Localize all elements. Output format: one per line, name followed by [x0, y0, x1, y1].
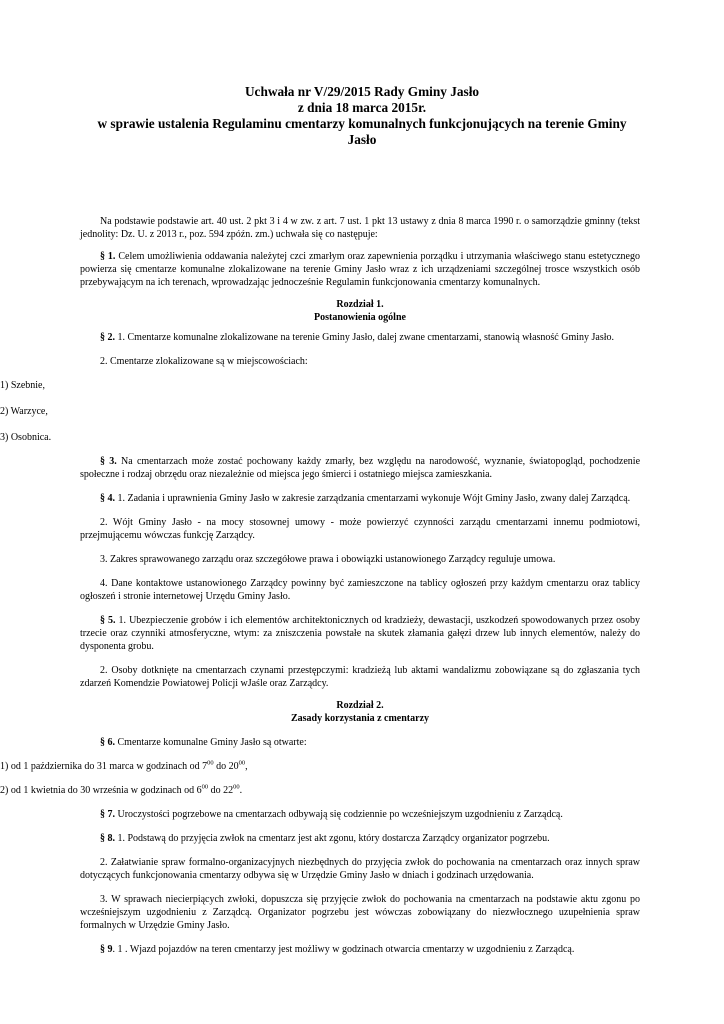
hours-text: , [245, 761, 248, 772]
hours-minutes: 00 [238, 759, 246, 767]
paragraph-s1 [80, 250, 640, 289]
paragraph-text: Na cmentarzach może zostać pochowany każdy zmarły, bez względu na narodowość, wyznanie, światopogląd, pochodzenie społeczne i rodzaj obrzędu oraz niezależnie od miejsca jego śmierci i ostatniego miejsca zamieszkania. [80, 456, 641, 480]
hours-minutes: 00 [233, 783, 240, 791]
paragraph-text: 1. Podstawą do przyjęcia zwłok na cmentarz jest akt zgonu, który dostarcza Zarządcy organizator pogrzebu. [115, 833, 550, 844]
hours-text: do 20 [213, 761, 239, 772]
paragraph-s9 [80, 943, 640, 956]
paragraph-text: Uroczystości pogrzebowe na cmentarzach odbywają się codziennie po wcześniejszym uzgodnieniu z Zarządcą. [115, 809, 563, 820]
list-item-place: 1) Szebnie, [0, 380, 45, 391]
title-line-2: z dnia 18 marca 2015r. [297, 100, 427, 115]
section-mark: § 3. [100, 456, 117, 467]
section-mark: § 9 [100, 944, 113, 955]
paragraph-s6 [80, 736, 640, 749]
title-line-4: Jasło [347, 132, 377, 147]
paragraph-s8-2: 2. Załatwianie spraw formalno-organizacyjnych niezbędnych do przyjęcia zwłok do pochowania na cmentarzach oraz innych spraw dotyczących funkcjonowania cmentarzy odbywa się w Urzędzie Gminy Jasło w dniach i godzinach urzędowania. [80, 857, 640, 881]
hours-minutes: 00 [201, 783, 209, 791]
hours-text: 2) od 1 kwietnia do 30 września w godzinach od 6 [0, 785, 202, 796]
section-mark: § 6. [100, 737, 115, 748]
paragraph-s8-3: 3. W sprawach niecierpiących zwłoki, dopuszcza się przyjęcie zwłok do pochowania na cmentarzach na podstawie aktu zgonu po wcześniejszym uzgodnieniu z Zarządcą. Organizator pogrzebu jest wówczas zobowiązany do niezwłocznego uzupełnienia spraw formalnych w Urzędzie Gminy Jasło. [80, 894, 640, 931]
section-mark: § 4. [100, 493, 115, 504]
chapter-2-heading [80, 699, 640, 725]
list-item-place: 3) Osobnica. [0, 432, 52, 443]
paragraph-text: Celem umożliwienia oddawania należytej czci zmarłym oraz zapewnienia porządku i utrzymania właściwego stanu estetycznego powierza się cmentarze komunalne zlokalizowane na terenie Gminy Jasło wraz z ich urządzeniami szczególnej trosce wszystkich osób przebywającym na ich terenach, wprowadzając jednocześnie Regulamin funkcjonowania cmentarzy komunalnych. [80, 251, 640, 288]
section-mark: § 2. [100, 332, 115, 343]
paragraph-text: Cmentarze komunalne Gminy Jasło są otwarte: [115, 737, 307, 748]
section-mark: § 5. [100, 615, 116, 626]
paragraph-s4 [80, 492, 640, 505]
document-body [0, 215, 641, 956]
list-item-opening-hours [0, 760, 560, 773]
section-mark: § 8. [100, 833, 115, 844]
hours-minutes: 00 [207, 759, 214, 767]
paragraph-s2-2: 2. Cmentarze zlokalizowane są w miejscowościach: [100, 356, 308, 367]
chapter-number: Rozdział 1. [336, 299, 384, 310]
paragraph-s4-4: 4. Dane kontaktowe ustanowionego Zarządcy powinny być zamieszczone na tablicy ogłoszeń przy każdym cmentarzu oraz tablicy ogłoszeń i stronie internetowej Urzędu Gminy Jasło. [80, 578, 640, 602]
paragraph-s2 [80, 331, 640, 344]
paragraph-s5-2: 2. Osoby dotknięte na cmentarzach czynami przestępczymi: kradzieżą lub aktami wandalizmu zobowiązane są do zgłaszania tych zdarzeń Komendzie Powiatowej Policji wJaśle oraz Zarządcy. [80, 665, 640, 689]
section-mark: § 7. [100, 809, 115, 820]
list-item-place: 2) Warzyce, [0, 406, 48, 417]
title-line-3: w sprawie ustalenia Regulaminu cmentarzy komunalnych funkcjonujących na terenie Gminy [97, 116, 627, 131]
paragraph-s4-2: 2. Wójt Gminy Jasło - na mocy stosownej umowy - może powierzyć czynności zarządu cmentarzami innemu podmiotowi, przejmującemu wówczas funkcję Zarządcy. [80, 517, 640, 541]
list-item-opening-hours [0, 784, 560, 797]
paragraph-s5 [80, 614, 640, 653]
chapter-number: Rozdział 2. [336, 700, 384, 711]
hours-text: do 22 [208, 785, 234, 796]
paragraph-text: . 1 . Wjazd pojazdów na teren cmentarzy jest możliwy w godzinach otwarcia cmentarzy w uzgodnieniu z Zarządcą. [112, 944, 575, 955]
paragraph-s8 [80, 832, 640, 845]
chapter-title: Zasady korzystania z cmentarzy [290, 713, 430, 724]
paragraph-s4-3: 3. Zakres sprawowanego zarządu oraz szczegółowe prawa i obowiązki ustanowionego Zarządcy reguluje umowa. [100, 554, 556, 565]
document-title [80, 84, 644, 148]
paragraph-text: 1. Ubezpieczenie grobów i ich elementów architektonicznych od kradzieży, dewastacji, uszkodzeń spowodowanych przez osoby trzecie oraz czynniki atmosferyczne, wtym: za zniszczenia powstałe na skutek złamania gałęzi drzew lub innych elementów, należy do dysponenta grobu. [80, 615, 641, 652]
paragraph-text: 1. Zadania i uprawnienia Gminy Jasło w zakresie zarządzania cmentarzami wykonuje Wójt Gminy Jasło, zwany dalej Zarządcą. [115, 493, 631, 504]
paragraph-s7 [80, 808, 640, 821]
paragraph-s3 [80, 455, 640, 481]
title-line-1: Uchwała nr V/29/2015 Rady Gminy Jasło [244, 84, 480, 99]
hours-text: . [239, 785, 243, 796]
hours-text: 1) od 1 października do 31 marca w godzinach od 7 [0, 761, 208, 772]
preamble: Na podstawie podstawie art. 40 ust. 2 pkt 3 i 4 w zw. z art. 7 ust. 1 pkt 13 ustawy z dnia 8 marca 1990 r. o samorządzie gminny (tekst jednolity: Dz. U. z 2013 r., poz. 594 zpóźn. zm.) uchwała się co następuje: [80, 216, 640, 240]
chapter-title: Postanowienia ogólne [314, 312, 406, 323]
chapter-1-heading [80, 298, 640, 324]
paragraph-text: 1. Cmentarze komunalne zlokalizowane na terenie Gminy Jasło, dalej zwane cmentarzami, stanowią własność Gminy Jasło. [115, 332, 615, 343]
section-mark: § 1. [100, 251, 116, 262]
